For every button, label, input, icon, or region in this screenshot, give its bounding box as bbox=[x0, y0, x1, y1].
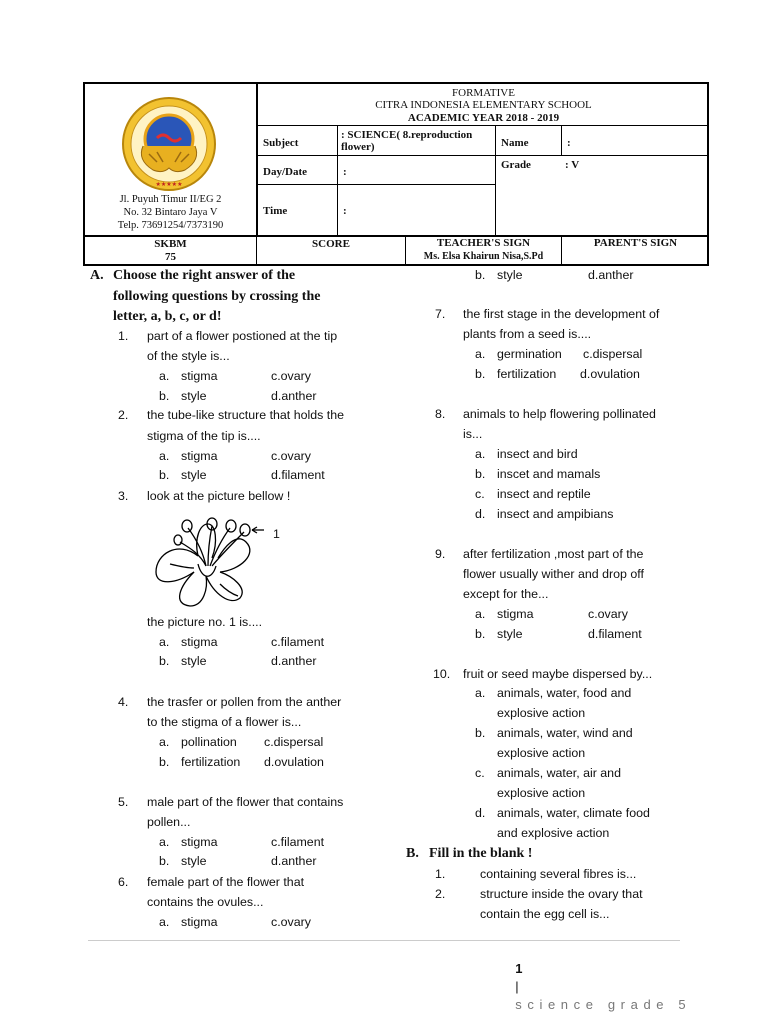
question-number: 4. bbox=[118, 695, 129, 709]
option-c-letter[interactable]: c. bbox=[475, 766, 485, 780]
address-line-3: Telp. 73691254/7373190 bbox=[117, 220, 224, 231]
question-number: 8. bbox=[435, 407, 446, 421]
option-a[interactable]: pollination bbox=[181, 735, 237, 749]
time-label: Time bbox=[263, 205, 288, 217]
option-c[interactable]: c.dispersal bbox=[264, 735, 324, 749]
svg-text:★★★★★: ★★★★★ bbox=[155, 182, 183, 188]
question-number: 3. bbox=[118, 489, 129, 503]
question-number: 1. bbox=[435, 867, 446, 881]
question-text: male part of the flower that contains bbox=[147, 795, 344, 809]
question-text: of the style is... bbox=[147, 349, 230, 363]
subject-value: : SCIENCE( 8.reproduction flower) bbox=[341, 129, 473, 153]
section-a-instruction-1: Choose the right answer of the bbox=[113, 268, 296, 283]
option-b-letter[interactable]: b. bbox=[475, 726, 486, 740]
footer-text: s c i e n c e g r a d e 5 bbox=[515, 997, 687, 1012]
question-number: 2. bbox=[435, 887, 446, 901]
option-a[interactable]: stigma bbox=[181, 835, 218, 849]
option-d-letter[interactable]: d. bbox=[475, 507, 486, 521]
question-text: the tube-like structure that holds the bbox=[147, 408, 344, 422]
score-label: SCORE bbox=[312, 238, 350, 250]
footer-divider bbox=[88, 940, 680, 941]
question-text: part of a flower postioned at the tip bbox=[147, 329, 338, 343]
question-text: look at the picture bellow ! bbox=[147, 489, 291, 503]
question-number: 2. bbox=[118, 408, 129, 422]
school-logo bbox=[121, 94, 217, 194]
option-a-letter[interactable]: a. bbox=[159, 835, 170, 849]
question-number: 10. bbox=[433, 667, 451, 681]
option-d[interactable]: insect and ampibians bbox=[497, 507, 614, 521]
option-d[interactable]: d.anther bbox=[271, 854, 317, 868]
question-number: 9. bbox=[435, 547, 446, 561]
section-b-title: Fill in the blank ! bbox=[429, 846, 533, 861]
option-c[interactable]: animals, water, air and bbox=[497, 766, 621, 780]
option-a-letter[interactable]: a. bbox=[475, 607, 486, 621]
option-a[interactable]: stigma bbox=[181, 449, 218, 463]
section-a-letter: A. bbox=[90, 268, 104, 283]
option-a[interactable]: germination bbox=[497, 347, 562, 361]
option-b-letter[interactable]: b. bbox=[159, 468, 170, 482]
option-a-letter[interactable]: a. bbox=[475, 447, 486, 461]
option-c[interactable]: c.filament bbox=[271, 635, 325, 649]
option-a[interactable]: stigma bbox=[497, 607, 534, 621]
option-b-letter[interactable]: b. bbox=[475, 367, 486, 381]
grade-value: : V bbox=[565, 159, 580, 171]
footer-separator: | bbox=[515, 979, 519, 994]
option-d[interactable]: d.filament bbox=[271, 468, 325, 482]
option-d[interactable]: d.ovulation bbox=[580, 367, 640, 381]
option-c-letter[interactable]: c. bbox=[475, 487, 485, 501]
section-b-letter: B. bbox=[406, 846, 419, 861]
question-number: 7. bbox=[435, 307, 446, 321]
option-d[interactable]: d.anther bbox=[271, 654, 317, 668]
option-b-letter[interactable]: b. bbox=[159, 854, 170, 868]
header-table bbox=[83, 82, 709, 266]
daydate-label: Day/Date bbox=[263, 166, 307, 178]
option-d-letter[interactable]: d. bbox=[475, 806, 486, 820]
option-b[interactable]: style bbox=[497, 268, 523, 282]
parent-sign-label: PARENT'S SIGN bbox=[593, 237, 678, 249]
teacher-name: Ms. Elsa Khairun Nisa,S.Pd bbox=[423, 251, 544, 262]
question-text: contains the ovules... bbox=[147, 895, 264, 909]
option-b[interactable]: fertilization bbox=[181, 755, 241, 769]
option-b-letter[interactable]: b. bbox=[159, 755, 170, 769]
option-b[interactable]: style bbox=[181, 654, 207, 668]
academic-year: ACADEMIC YEAR 2018 - 2019 bbox=[407, 112, 560, 124]
option-a-letter[interactable]: a. bbox=[475, 686, 486, 700]
question-text: after fertilization ,most part of the bbox=[463, 547, 644, 561]
name-label: Name bbox=[501, 137, 529, 149]
school-name: CITRA INDONESIA ELEMENTARY SCHOOL bbox=[375, 99, 592, 111]
diagram-label: 1 bbox=[273, 527, 280, 541]
option-c[interactable]: c.filament bbox=[271, 835, 325, 849]
option-a[interactable]: stigma bbox=[181, 635, 218, 649]
page-number: 1 bbox=[515, 961, 523, 976]
question-text: animals to help flowering pollinated bbox=[463, 407, 656, 421]
formative-title: FORMATIVE bbox=[452, 87, 515, 99]
option-d[interactable]: d.filament bbox=[588, 627, 642, 641]
question-text: to the stigma of a flower is... bbox=[147, 715, 302, 729]
question-text: stigma of the tip is.... bbox=[147, 429, 261, 443]
question-text: the first stage in the development of bbox=[463, 307, 660, 321]
option-d-cont[interactable]: and explosive action bbox=[497, 826, 610, 840]
option-b[interactable]: animals, water, wind and bbox=[497, 726, 633, 740]
option-c[interactable]: c.dispersal bbox=[583, 347, 643, 361]
option-d[interactable]: d.anther bbox=[588, 268, 634, 282]
skbm-label: SKBM bbox=[154, 238, 187, 250]
question-text: the trasfer or pollen from the anther bbox=[147, 695, 342, 709]
grade-label: Grade bbox=[501, 159, 531, 171]
section-a-instruction-3: letter, a, b, c, or d! bbox=[113, 309, 222, 324]
question-text: fruit or seed maybe dispersed by... bbox=[463, 667, 653, 681]
option-a-letter[interactable]: a. bbox=[159, 635, 170, 649]
option-b[interactable]: style bbox=[181, 854, 207, 868]
option-b-letter[interactable]: b. bbox=[159, 654, 170, 668]
option-b[interactable]: inscet and mamals bbox=[497, 467, 601, 481]
subject-label: Subject bbox=[263, 137, 299, 149]
option-b[interactable]: fertilization bbox=[497, 367, 557, 381]
option-a-letter[interactable]: a. bbox=[159, 449, 170, 463]
option-b[interactable]: style bbox=[181, 468, 207, 482]
question-text: the picture no. 1 is.... bbox=[147, 615, 263, 629]
option-b-letter[interactable]: b. bbox=[475, 627, 486, 641]
option-c[interactable]: c.ovary bbox=[271, 449, 311, 463]
option-a-letter[interactable]: a. bbox=[475, 347, 486, 361]
question-text: structure inside the ovary that bbox=[480, 887, 643, 901]
option-c[interactable]: c.ovary bbox=[271, 369, 311, 383]
option-a[interactable]: stigma bbox=[181, 369, 218, 383]
option-d[interactable]: d.anther bbox=[271, 389, 317, 403]
option-b-letter[interactable]: b. bbox=[475, 268, 486, 282]
skbm-value: 75 bbox=[165, 251, 176, 263]
question-text: is... bbox=[463, 427, 483, 441]
question-text: except for the... bbox=[463, 587, 549, 601]
address-line-2: No. 32 Bintaro Jaya V bbox=[123, 207, 218, 218]
option-c[interactable]: c.ovary bbox=[271, 915, 311, 929]
teacher-sign-label: TEACHER'S SIGN bbox=[436, 237, 531, 249]
question-text: flower usually wither and drop off bbox=[463, 567, 644, 581]
question-number: 6. bbox=[118, 875, 129, 889]
option-d[interactable]: d.ovulation bbox=[264, 755, 324, 769]
option-a[interactable]: animals, water, food and bbox=[497, 686, 632, 700]
question-text: female part of the flower that bbox=[147, 875, 305, 889]
question-text: pollen... bbox=[147, 815, 191, 829]
option-b[interactable]: style bbox=[497, 627, 523, 641]
option-c[interactable]: insect and reptile bbox=[497, 487, 591, 501]
option-b-letter[interactable]: b. bbox=[159, 389, 170, 403]
option-a-letter[interactable]: a. bbox=[159, 735, 170, 749]
footer bbox=[508, 942, 687, 1014]
daydate-value[interactable]: : bbox=[343, 166, 347, 178]
option-a[interactable]: insect and bird bbox=[497, 447, 578, 461]
option-b-cont[interactable]: explosive action bbox=[497, 746, 586, 760]
option-b-letter[interactable]: b. bbox=[475, 467, 486, 481]
section-a-instruction-2: following questions by crossing the bbox=[113, 289, 321, 304]
question-text: contain the egg cell is... bbox=[480, 907, 610, 921]
name-value[interactable]: : bbox=[567, 137, 571, 149]
option-c-cont[interactable]: explosive action bbox=[497, 786, 586, 800]
option-a-letter[interactable]: a. bbox=[159, 915, 170, 929]
time-value[interactable]: : bbox=[343, 205, 347, 217]
address-line-1: Jl. Puyuh Timur II/EG 2 bbox=[119, 194, 222, 205]
option-b[interactable]: style bbox=[181, 389, 207, 403]
question-text: plants from a seed is.... bbox=[463, 327, 592, 341]
option-d[interactable]: animals, water, climate food bbox=[497, 806, 650, 820]
option-a[interactable]: stigma bbox=[181, 915, 218, 929]
option-c[interactable]: c.ovary bbox=[588, 607, 628, 621]
option-a-letter[interactable]: a. bbox=[159, 369, 170, 383]
question-number: 1. bbox=[118, 329, 129, 343]
flower-diagram bbox=[150, 514, 290, 610]
question-number: 5. bbox=[118, 795, 129, 809]
option-a-cont[interactable]: explosive action bbox=[497, 706, 586, 720]
question-text: containing several fibres is... bbox=[480, 867, 637, 881]
